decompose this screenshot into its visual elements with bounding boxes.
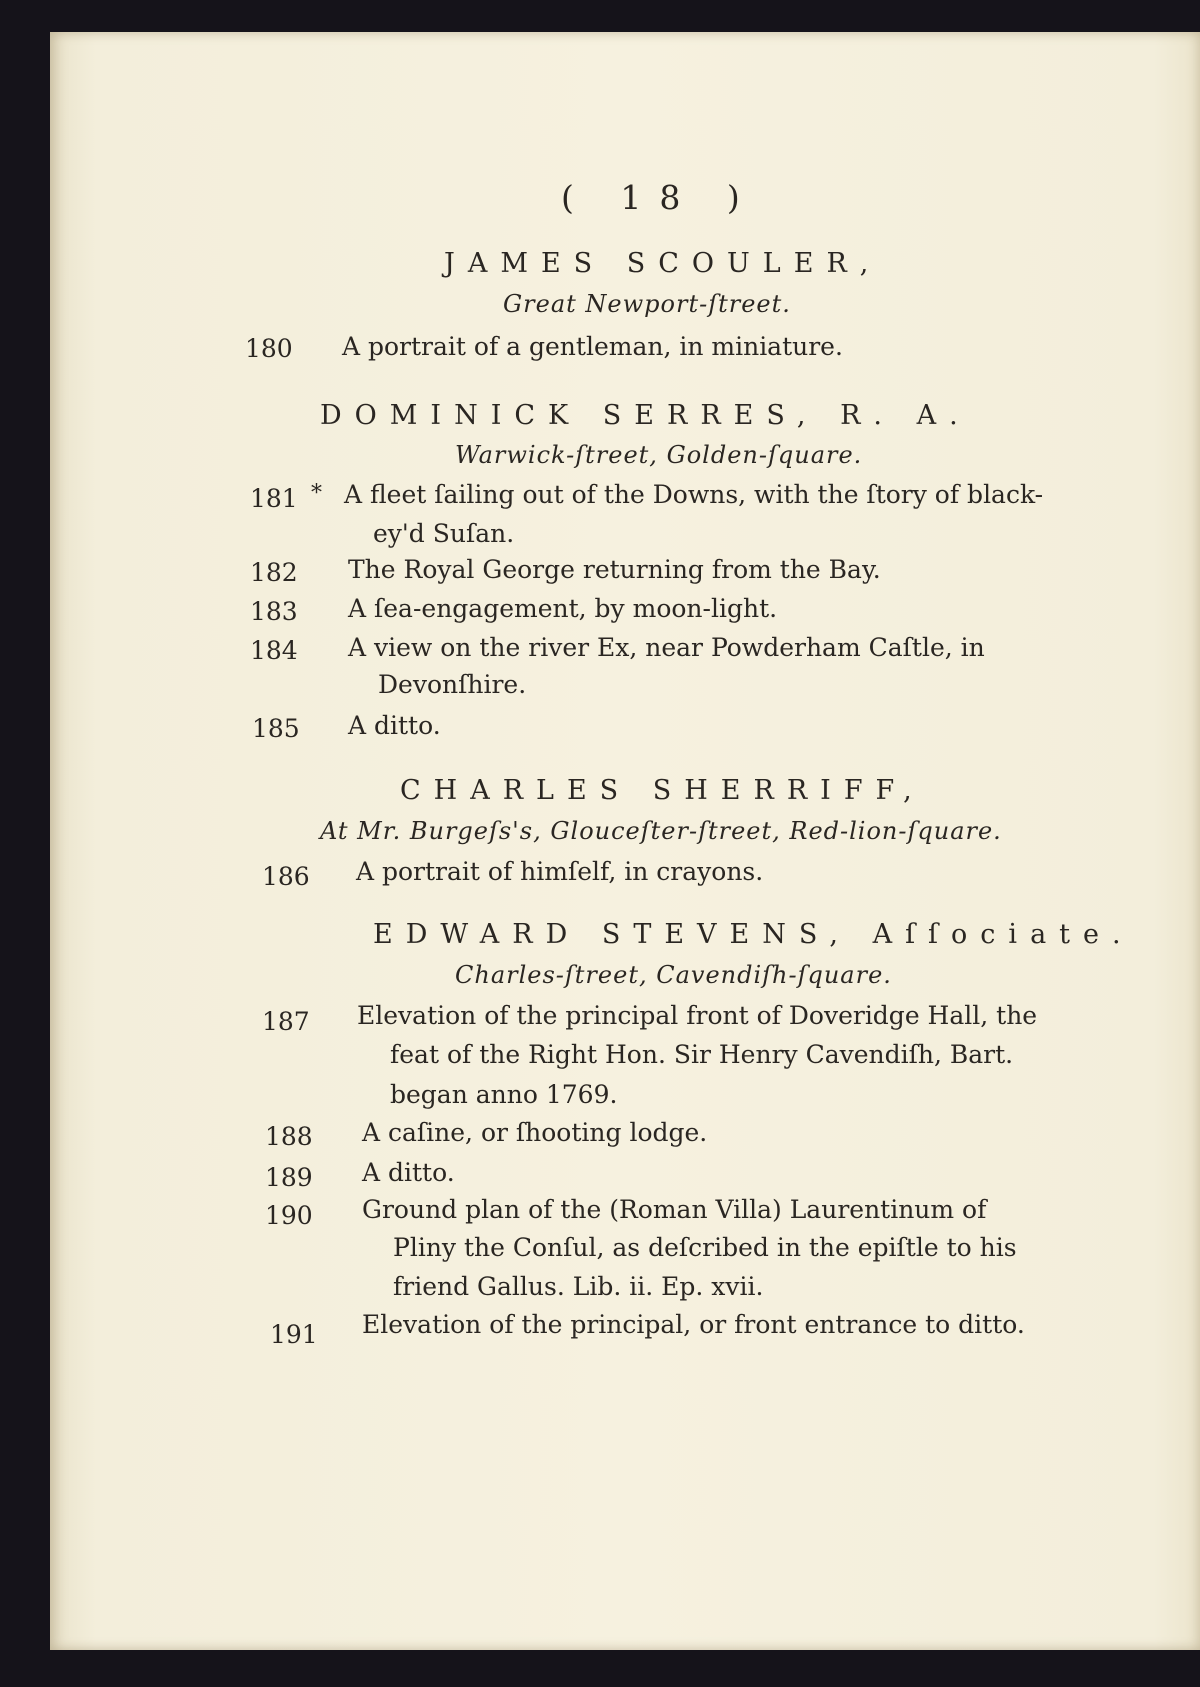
page-number: ( 18 )	[561, 178, 758, 217]
entry-title-continued: ey'd Suſan.	[373, 519, 515, 548]
catalogue-number: 191	[270, 1320, 318, 1349]
catalogue-number: 188	[265, 1122, 313, 1151]
new-work-mark: *	[311, 481, 322, 506]
entry-title-continued: friend Gallus. Lib. ii. Ep. xvii.	[393, 1272, 764, 1301]
artist-address: Great Newport-ſtreet.	[503, 290, 791, 318]
artist-address: Warwick-ſtreet, Golden-ſquare.	[455, 441, 863, 469]
entry-title: Elevation of the principal, or front entrance to ditto.	[362, 1310, 1025, 1339]
entry-title: A caſine, or ſhooting lodge.	[362, 1118, 708, 1147]
entry-title: A portrait of himſelf, in crayons.	[356, 857, 764, 886]
artist-name: JAMES SCOULER,	[444, 248, 882, 279]
catalogue-number: 184	[250, 636, 298, 665]
artist-name: CHARLES SHERRIFF,	[400, 775, 925, 806]
entry-title: A fleet ſailing out of the Downs, with the ſtory of black-	[344, 480, 1044, 509]
catalogue-number: 190	[265, 1201, 313, 1230]
artist-name: EDWARD STEVENS, Aſſociate.	[373, 919, 1134, 950]
entry-title-continued: Pliny the Conſul, as deſcribed in the epiſtle to his	[393, 1233, 1017, 1262]
entry-title: A view on the river Ex, near Powderham Caſtle, in	[348, 633, 985, 662]
catalogue-number: 180	[245, 334, 293, 363]
catalogue-number: 181	[250, 484, 298, 513]
artist-name: DOMINICK SERRES, R. A.	[320, 400, 971, 431]
entry-title: The Royal George returning from the Bay.	[348, 555, 881, 584]
catalogue-number: 189	[265, 1163, 313, 1192]
catalogue-number: 186	[262, 862, 310, 891]
entry-title: Ground plan of the (Roman Villa) Laurentinum of	[362, 1195, 987, 1224]
entry-title-continued: Devonſhire.	[378, 670, 527, 699]
catalogue-number: 182	[250, 558, 298, 587]
entry-title: A ditto.	[362, 1158, 455, 1187]
catalogue-number: 187	[262, 1007, 310, 1036]
entry-title: A ditto.	[348, 711, 441, 740]
artist-address: At Mr. Burgeſs's, Glouceſter-ſtreet, Red-lion-ſquare.	[320, 817, 1002, 845]
catalogue-number: 185	[252, 714, 300, 743]
entry-title: A portrait of a gentleman, in miniature.	[342, 332, 843, 361]
artist-address: Charles-ſtreet, Cavendiſh-ſquare.	[455, 961, 892, 989]
entry-title-continued: feat of the Right Hon. Sir Henry Cavendiſh, Bart.	[390, 1040, 1014, 1069]
catalogue-number: 183	[250, 597, 298, 626]
entry-title-continued: began anno 1769.	[390, 1080, 618, 1109]
entry-title: A ſea-engagement, by moon-light.	[348, 594, 778, 623]
entry-title: Elevation of the principal front of Doveridge Hall, the	[357, 1001, 1038, 1030]
